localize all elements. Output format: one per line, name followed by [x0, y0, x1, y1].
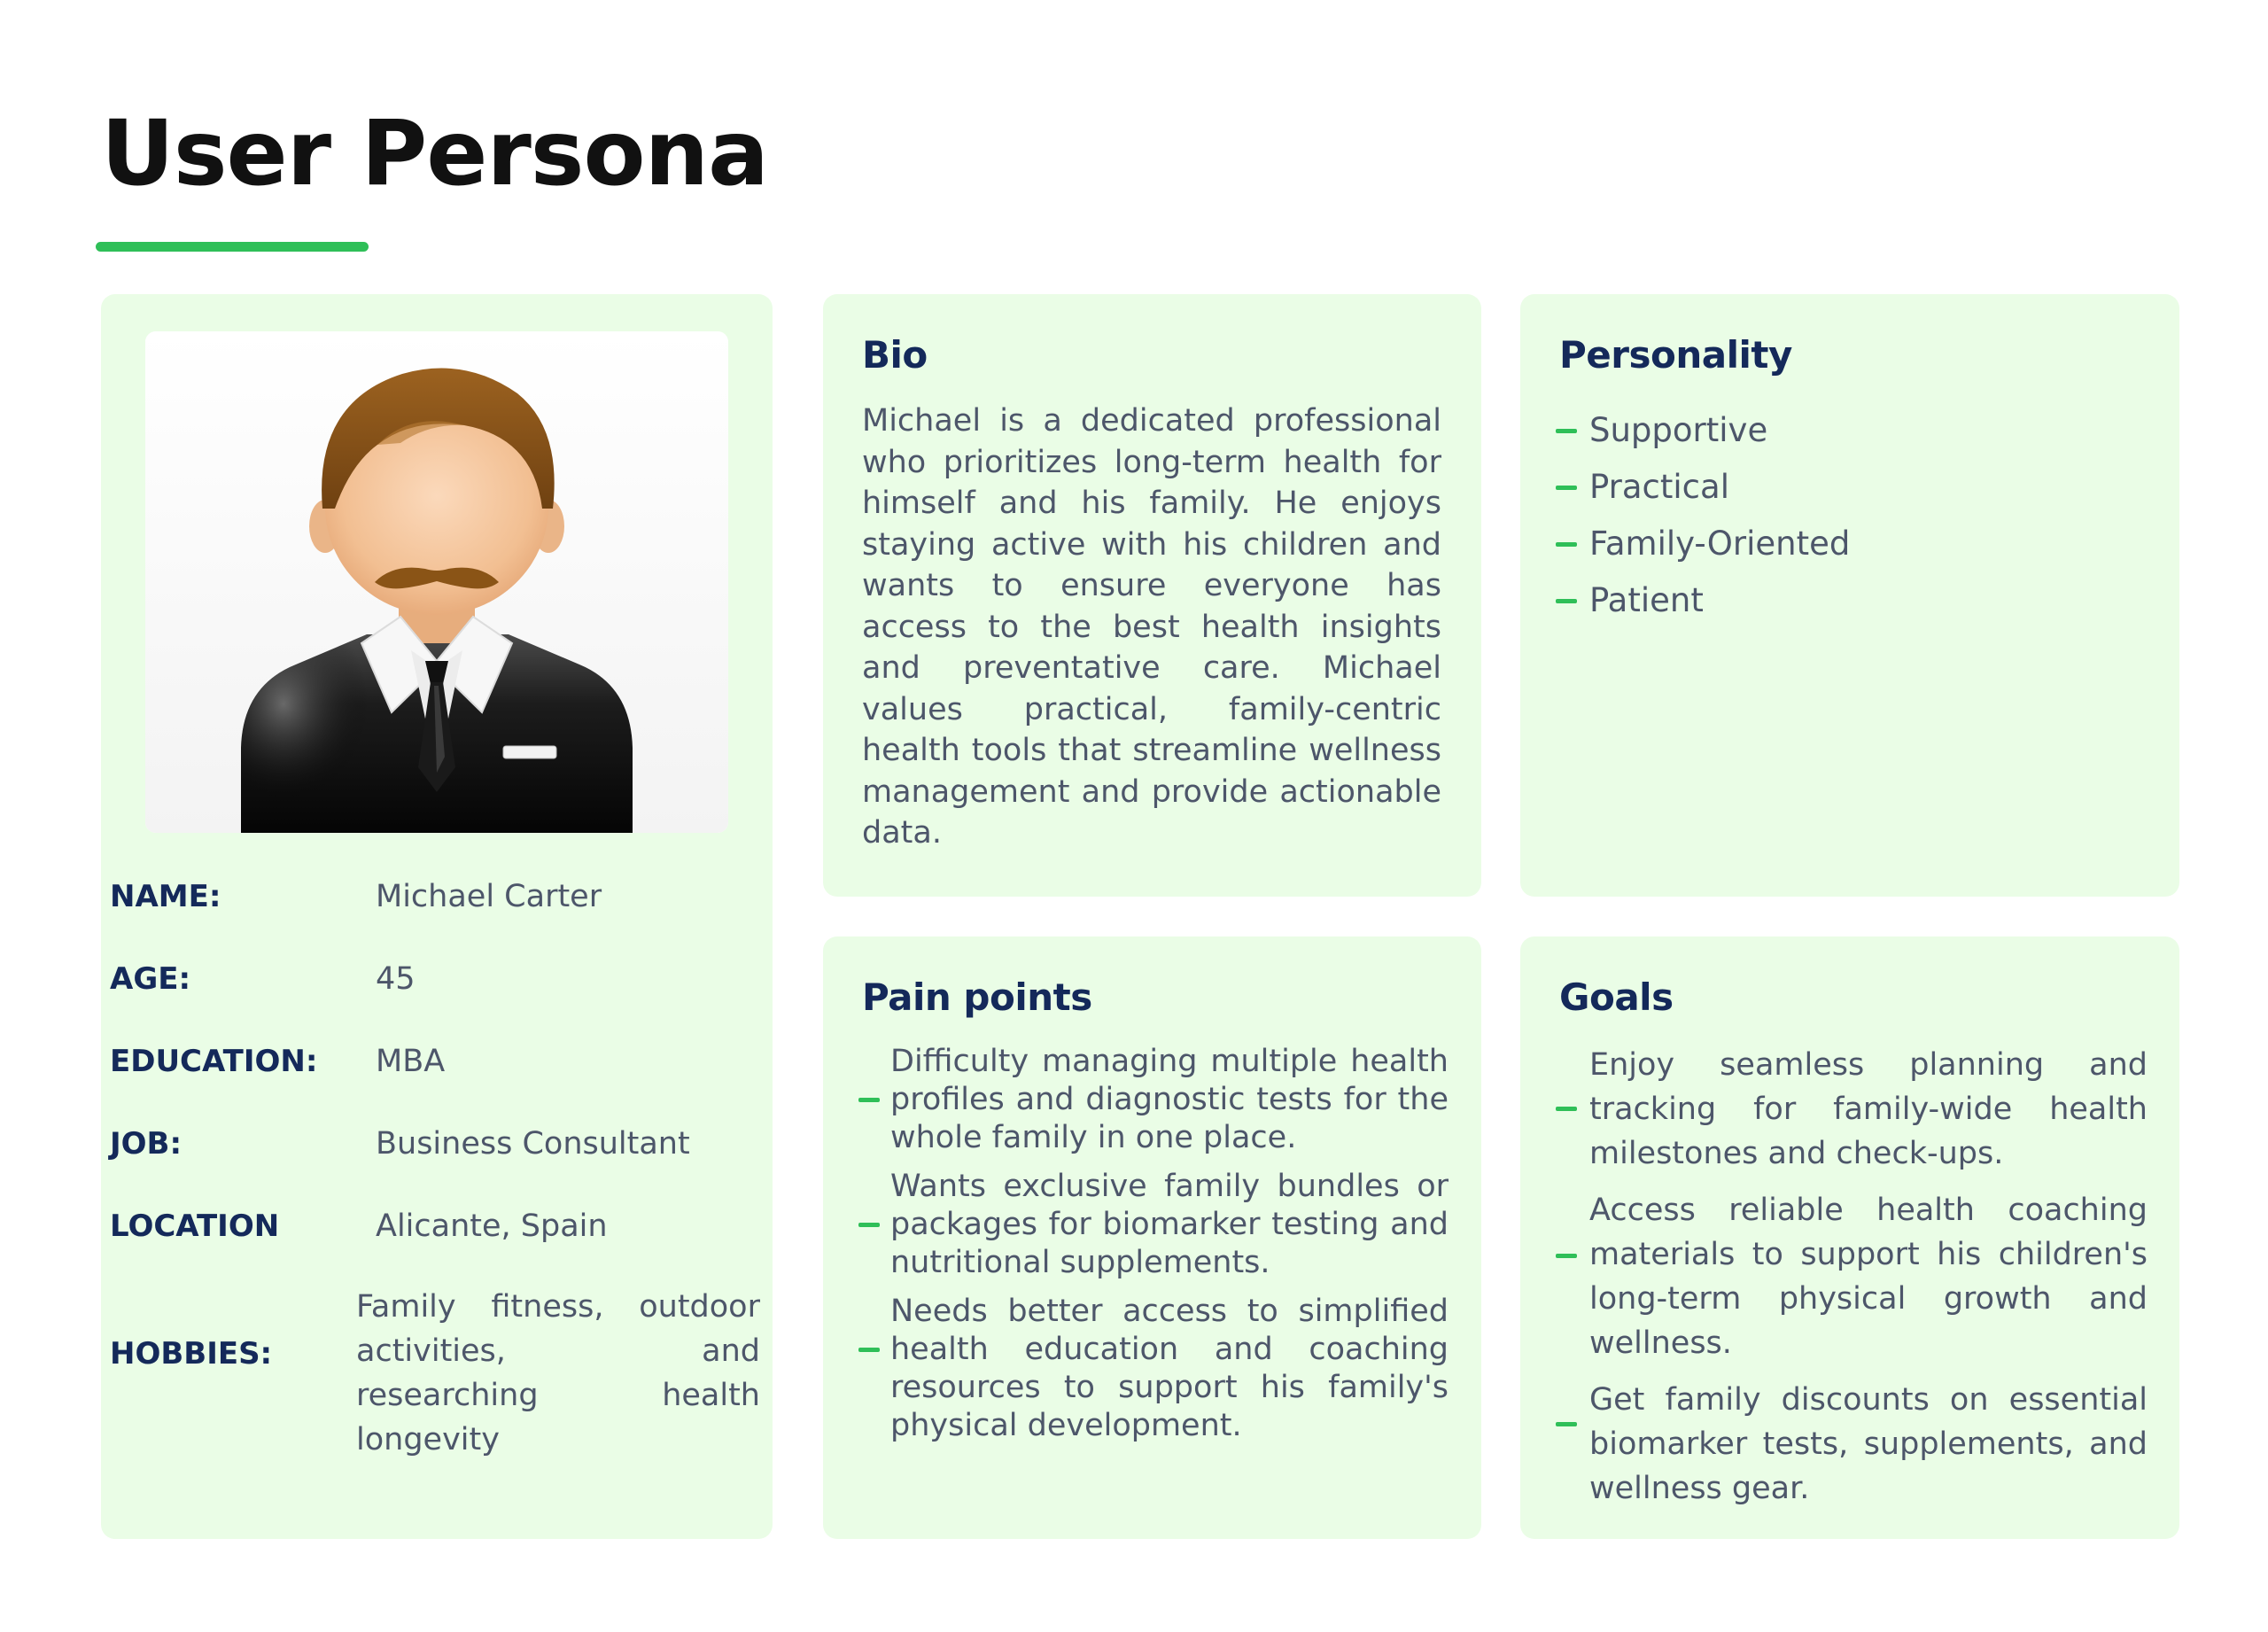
dash-bullet-icon — [1556, 542, 1577, 547]
location-value: Alicante, Spain — [376, 1208, 608, 1244]
job-value: Business Consultant — [376, 1126, 690, 1162]
goal-text: Get family discounts on essential biomarker tests, supplements, and wellness gear. — [1589, 1382, 2148, 1506]
list-item — [1556, 519, 1850, 576]
pain-points-heading: Pain points — [862, 975, 1092, 1019]
education-value: MBA — [376, 1044, 446, 1079]
pain-points-list — [858, 1043, 1449, 1456]
education-label: EDUCATION: — [110, 1044, 318, 1079]
goals-card — [1520, 936, 2179, 1539]
dash-bullet-icon — [858, 1223, 880, 1227]
list-item — [858, 1168, 1449, 1293]
businessman-avatar-icon — [145, 331, 728, 833]
goal-text: Access reliable health coaching materials to support his children's long-term physical growth and wellness. — [1589, 1193, 2148, 1361]
pain-point-text: Difficulty managing multiple health profiles and diagnostic tests for the whole family in one place. — [890, 1044, 1449, 1155]
list-item — [1556, 462, 1850, 519]
dash-bullet-icon — [1556, 599, 1577, 603]
bio-text: Michael is a dedicated professional who prioritizes long-term health for himself and his family. He enjoys staying active with his children and wants to ensure everyone has access to the best health insights and preventative care. Michael values practical, family-centric health tools that streamline wellness management and provide actionable data. — [862, 403, 1441, 851]
list-item — [1556, 1188, 2148, 1378]
page-title: User Persona — [101, 101, 768, 206]
list-item — [858, 1293, 1449, 1456]
dash-bullet-icon — [1556, 486, 1577, 490]
dash-bullet-icon — [1556, 429, 1577, 433]
list-item — [1556, 406, 1850, 462]
pain-points-card — [823, 936, 1481, 1539]
age-label: AGE: — [110, 961, 191, 997]
personality-trait: Practical — [1589, 468, 1729, 506]
list-item — [1556, 1043, 2148, 1188]
dash-bullet-icon — [1556, 1422, 1577, 1426]
goals-heading: Goals — [1559, 975, 1674, 1019]
name-label: NAME: — [110, 879, 221, 914]
dash-bullet-icon — [1556, 1107, 1577, 1111]
dash-bullet-icon — [1556, 1254, 1577, 1258]
bio-heading: Bio — [862, 333, 928, 377]
hobbies-label: HOBBIES: — [110, 1336, 273, 1372]
personality-trait: Patient — [1589, 581, 1704, 619]
goals-list — [1556, 1043, 2148, 1523]
bio-card — [823, 294, 1481, 897]
location-label: LOCATION — [110, 1208, 280, 1244]
personality-trait: Family-Oriented — [1589, 525, 1851, 563]
pain-point-text: Needs better access to simplified health education and coaching resources to support his family's physical development. — [890, 1294, 1449, 1443]
hobbies-value: Family fitness, outdoor activities, and researching health longevity — [356, 1289, 760, 1457]
list-item — [1556, 576, 1850, 633]
personality-heading: Personality — [1559, 333, 1792, 377]
dash-bullet-icon — [858, 1098, 880, 1102]
goal-text: Enjoy seamless planning and tracking for family-wide health milestones and check-ups. — [1589, 1047, 2148, 1171]
profile-card — [101, 294, 773, 1539]
personality-list — [1556, 406, 1850, 633]
dash-bullet-icon — [858, 1348, 880, 1352]
list-item — [858, 1043, 1449, 1168]
title-underline — [96, 242, 369, 252]
personality-card — [1520, 294, 2179, 897]
pain-point-text: Wants exclusive family bundles or packages for biomarker testing and nutritional supplements. — [890, 1169, 1449, 1280]
list-item — [1556, 1378, 2148, 1523]
personality-trait: Supportive — [1589, 411, 1768, 449]
name-value: Michael Carter — [376, 879, 602, 914]
age-value: 45 — [376, 961, 416, 997]
job-label: JOB: — [110, 1126, 183, 1162]
